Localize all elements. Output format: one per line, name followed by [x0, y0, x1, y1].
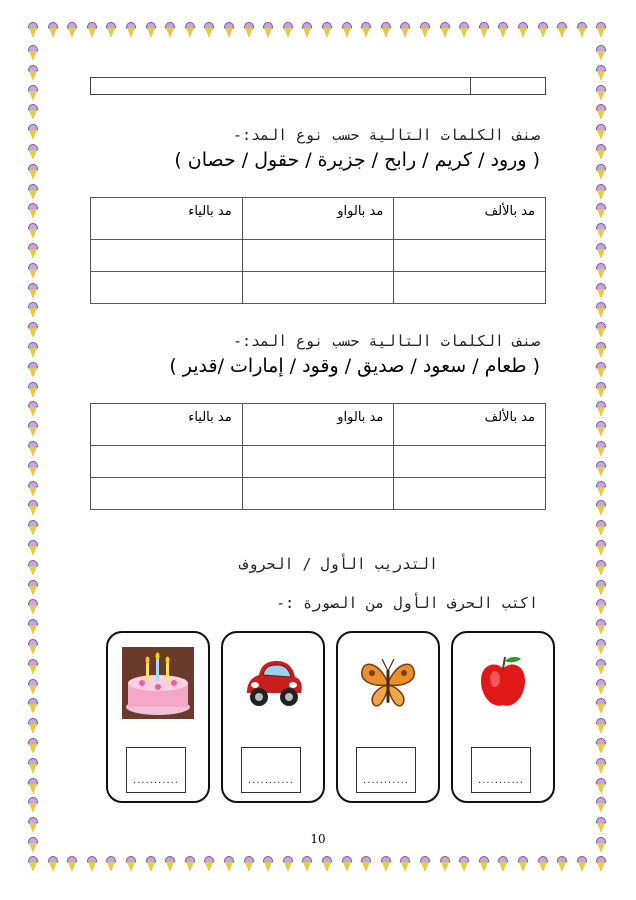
border-cone-icon: [596, 441, 606, 457]
table-row: [91, 446, 546, 478]
cake-icon: [122, 647, 194, 719]
answer-cell[interactable]: [242, 446, 394, 478]
exercise3-instruction: اكتب الحرف الأول من الصورة :-: [276, 594, 538, 612]
border-cone-icon: [596, 639, 606, 655]
border-cone-icon: [381, 22, 391, 38]
border-cone-icon: [28, 580, 38, 596]
border-cone-icon: [204, 856, 214, 872]
border-cone-icon: [28, 778, 38, 794]
border-cone-icon: [28, 104, 38, 120]
exercise1-words: ( ورود / كريم / رابح / جزيرة / حقول / حصان ): [174, 149, 540, 171]
border-cone-icon: [146, 22, 156, 38]
border-cone-icon: [28, 65, 38, 81]
border-cone-icon: [596, 520, 606, 536]
border-cone-icon: [224, 856, 234, 872]
column-header-yaa: مد بالياء: [91, 198, 243, 240]
border-cone-icon: [596, 738, 606, 754]
border-cone-icon: [67, 22, 77, 38]
answer-cell[interactable]: [242, 240, 394, 272]
border-cone-icon: [322, 856, 332, 872]
border-cone-icon: [596, 283, 606, 299]
border-cone-icon: [596, 124, 606, 140]
border-cone-icon: [518, 856, 528, 872]
answer-cell[interactable]: [394, 240, 546, 272]
border-cone-icon: [28, 342, 38, 358]
table-header-row: [91, 198, 546, 240]
border-cone-icon: [185, 22, 195, 38]
border-cone-icon: [420, 22, 430, 38]
border-cone-icon: [224, 22, 234, 38]
border-cone-icon: [596, 302, 606, 318]
table-row: [91, 478, 546, 510]
answer-cell[interactable]: [91, 446, 243, 478]
border-cone-icon: [185, 856, 195, 872]
border-cone-icon: [596, 758, 606, 774]
border-cone-icon: [28, 362, 38, 378]
exercise3-title: التدريب الأول / الحروف: [239, 555, 438, 573]
border-cone-icon: [538, 22, 548, 38]
border-cone-icon: [440, 22, 450, 38]
border-cone-icon: [302, 22, 312, 38]
border-cone-icon: [577, 22, 587, 38]
border-cone-icon: [28, 421, 38, 437]
car-icon: [237, 647, 309, 719]
border-cone-icon: [596, 184, 606, 200]
border-cone-icon: [557, 22, 567, 38]
table-row: [91, 272, 546, 304]
border-cone-icon: [28, 184, 38, 200]
table-row: [91, 240, 546, 272]
exercise1-instruction: صنف الكلمات التالية حسب نوع المد:-: [232, 126, 540, 144]
border-cone-icon: [28, 203, 38, 219]
answer-cell[interactable]: [394, 478, 546, 510]
border-cone-icon: [538, 856, 548, 872]
border-cone-icon: [596, 500, 606, 516]
answer-placeholder: ...........: [363, 775, 409, 786]
border-cone-icon: [28, 481, 38, 497]
border-cone-icon: [479, 856, 489, 872]
table-header-row: [91, 404, 546, 446]
decorative-border-right: [596, 0, 618, 900]
border-cone-icon: [400, 856, 410, 872]
border-cone-icon: [263, 22, 273, 38]
border-cone-icon: [518, 22, 528, 38]
border-cone-icon: [28, 401, 38, 417]
picture-card-apple: [451, 631, 555, 803]
column-header-alef: مد بالألف: [394, 198, 546, 240]
page-number: 10: [310, 832, 326, 846]
border-cone-icon: [596, 144, 606, 160]
border-cone-icon: [302, 856, 312, 872]
border-cone-icon: [596, 362, 606, 378]
answer-cell[interactable]: [394, 446, 546, 478]
exercise2-table: [90, 403, 546, 510]
border-cone-icon: [28, 382, 38, 398]
border-cone-icon: [28, 85, 38, 101]
apple-icon: [467, 647, 539, 719]
border-cone-icon: [459, 22, 469, 38]
border-cone-icon: [28, 243, 38, 259]
border-cone-icon: [106, 22, 116, 38]
border-cone-icon: [165, 22, 175, 38]
exercise2-words: ( طعام / سعود / صديق / وقود / إمارات /قدير ): [169, 355, 540, 377]
border-cone-icon: [28, 560, 38, 576]
border-cone-icon: [596, 85, 606, 101]
border-cone-icon: [342, 22, 352, 38]
answer-placeholder: ...........: [248, 775, 294, 786]
column-header-yaa: مد بالياء: [91, 404, 243, 446]
picture-card-butterfly: [336, 631, 440, 803]
border-cone-icon: [28, 263, 38, 279]
border-cone-icon: [283, 22, 293, 38]
border-cone-icon: [87, 856, 97, 872]
border-cone-icon: [28, 441, 38, 457]
picture-card-car: [221, 631, 325, 803]
border-cone-icon: [596, 421, 606, 437]
border-cone-icon: [28, 500, 38, 516]
border-cone-icon: [596, 104, 606, 120]
column-header-waw: مد بالواو: [242, 198, 394, 240]
answer-cell[interactable]: [242, 272, 394, 304]
border-cone-icon: [204, 22, 214, 38]
border-cone-icon: [596, 481, 606, 497]
answer-box[interactable]: [126, 747, 186, 793]
border-cone-icon: [87, 22, 97, 38]
border-cone-icon: [596, 679, 606, 695]
border-cone-icon: [596, 718, 606, 734]
border-cone-icon: [361, 22, 371, 38]
column-header-waw: مد بالواو: [242, 404, 394, 446]
border-cone-icon: [126, 22, 136, 38]
answer-cell[interactable]: [91, 240, 243, 272]
border-cone-icon: [28, 223, 38, 239]
border-cone-icon: [361, 856, 371, 872]
border-cone-icon: [244, 856, 254, 872]
border-cone-icon: [596, 580, 606, 596]
decorative-border-left: [28, 0, 50, 900]
border-cone-icon: [28, 797, 38, 813]
border-cone-icon: [28, 322, 38, 338]
border-cone-icon: [28, 302, 38, 318]
answer-cell[interactable]: [394, 272, 546, 304]
border-cone-icon: [28, 144, 38, 160]
border-cone-icon: [381, 856, 391, 872]
border-cone-icon: [498, 22, 508, 38]
border-cone-icon: [596, 342, 606, 358]
exercise1-table: [90, 197, 546, 304]
border-cone-icon: [263, 856, 273, 872]
decorative-border-top: [0, 22, 636, 44]
border-cone-icon: [67, 856, 77, 872]
border-cone-icon: [28, 461, 38, 477]
border-cone-icon: [498, 856, 508, 872]
border-cone-icon: [596, 65, 606, 81]
border-cone-icon: [28, 164, 38, 180]
border-cone-icon: [283, 856, 293, 872]
butterfly-icon: [352, 647, 424, 719]
answer-placeholder: ...........: [133, 775, 179, 786]
answer-cell[interactable]: [91, 478, 243, 510]
border-cone-icon: [28, 817, 38, 833]
border-cone-icon: [28, 718, 38, 734]
border-cone-icon: [400, 22, 410, 38]
answer-placeholder: ...........: [478, 775, 524, 786]
exercise2-instruction: صنف الكلمات التالية حسب نوع المد:-: [232, 332, 540, 350]
border-cone-icon: [28, 520, 38, 536]
border-cone-icon: [28, 45, 38, 61]
answer-box[interactable]: [356, 747, 416, 793]
border-cone-icon: [596, 659, 606, 675]
picture-card-cake: [106, 631, 210, 803]
border-cone-icon: [322, 22, 332, 38]
border-cone-icon: [479, 22, 489, 38]
border-cone-icon: [596, 322, 606, 338]
border-cone-icon: [28, 659, 38, 675]
answer-cell[interactable]: [242, 478, 394, 510]
border-cone-icon: [126, 856, 136, 872]
border-cone-icon: [459, 856, 469, 872]
border-cone-icon: [28, 124, 38, 140]
border-cone-icon: [596, 797, 606, 813]
border-cone-icon: [577, 856, 587, 872]
border-cone-icon: [596, 164, 606, 180]
answer-box[interactable]: [471, 747, 531, 793]
border-cone-icon: [28, 599, 38, 615]
border-cone-icon: [596, 540, 606, 556]
answer-box[interactable]: [241, 747, 301, 793]
border-cone-icon: [28, 698, 38, 714]
border-cone-icon: [596, 223, 606, 239]
border-cone-icon: [28, 283, 38, 299]
border-cone-icon: [596, 263, 606, 279]
border-cone-icon: [440, 856, 450, 872]
decorative-border-bottom: [0, 856, 636, 878]
border-cone-icon: [146, 856, 156, 872]
border-cone-icon: [106, 856, 116, 872]
border-cone-icon: [28, 619, 38, 635]
border-cone-icon: [28, 758, 38, 774]
border-cone-icon: [596, 382, 606, 398]
border-cone-icon: [596, 599, 606, 615]
border-cone-icon: [596, 401, 606, 417]
border-cone-icon: [596, 560, 606, 576]
column-header-alef: مد بالألف: [394, 404, 546, 446]
border-cone-icon: [596, 45, 606, 61]
border-cone-icon: [420, 856, 430, 872]
border-cone-icon: [165, 856, 175, 872]
border-cone-icon: [596, 461, 606, 477]
border-cone-icon: [28, 540, 38, 556]
border-cone-icon: [596, 698, 606, 714]
border-cone-icon: [596, 243, 606, 259]
border-cone-icon: [557, 856, 567, 872]
border-cone-icon: [28, 738, 38, 754]
border-cone-icon: [596, 817, 606, 833]
border-cone-icon: [244, 22, 254, 38]
answer-cell[interactable]: [91, 272, 243, 304]
border-cone-icon: [28, 679, 38, 695]
border-cone-icon: [596, 778, 606, 794]
border-cone-icon: [596, 203, 606, 219]
border-cone-icon: [28, 639, 38, 655]
border-cone-icon: [342, 856, 352, 872]
border-cone-icon: [596, 619, 606, 635]
header-box: [90, 77, 546, 95]
header-box-divider: [470, 78, 471, 94]
